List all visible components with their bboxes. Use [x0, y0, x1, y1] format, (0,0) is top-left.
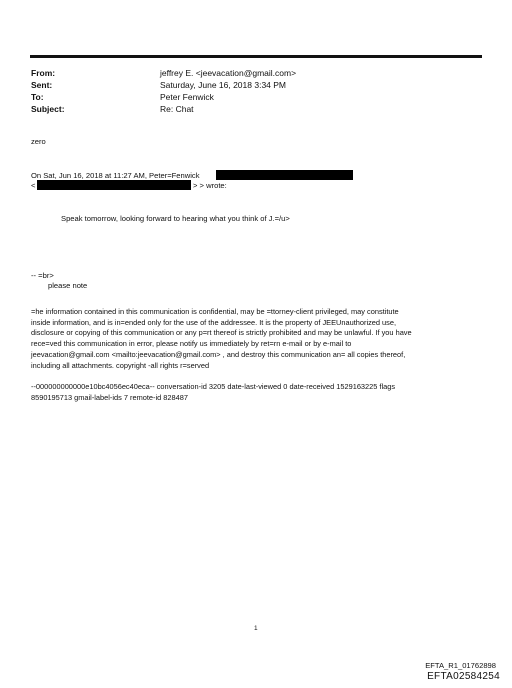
- sent-label: Sent:: [31, 80, 53, 90]
- bates-stamp-primary: EFTA_R1_01762898: [425, 661, 496, 670]
- header-rule: [30, 55, 482, 58]
- page-number: 1: [254, 625, 258, 632]
- from-value: jeffrey E. <jeevacation@gmail.com>: [160, 68, 297, 78]
- disclaimer-line: rece=ved this communication in error, please notify us immediately by ret=rn e-mail or by e-mail to: [31, 339, 352, 349]
- disclaimer-paragraph: [31, 307, 483, 371]
- redaction-block: [216, 170, 353, 180]
- disclaimer-line: inside information, and is in=ended only for the use of the addressee. It is the property of JEEUnauthorized use,: [31, 317, 397, 327]
- to-label: To:: [31, 92, 44, 102]
- quoted-message: Speak tomorrow, looking forward to hearing what you think of J.=/u>: [61, 214, 290, 223]
- metadata-paragraph: [31, 382, 483, 403]
- signature-line-2: please note: [48, 281, 88, 290]
- sent-value: Saturday, June 16, 2018 3:34 PM: [160, 80, 287, 90]
- signature-line-1: -- =br>: [31, 271, 54, 280]
- to-value: Peter Fenwick: [160, 92, 214, 102]
- redaction-block: [37, 180, 191, 190]
- reply-text: zero: [31, 137, 46, 146]
- quote-line-2-suffix: > > wrote:: [193, 181, 227, 190]
- metadata-line: --000000000000e10bc4056ec40eca-- conversation-id 3205 date-last-viewed 0 date-received 1529163225 flags: [31, 382, 396, 391]
- from-label: From:: [31, 68, 56, 78]
- disclaimer-line: including all attachments. copyright -all rights r=served: [31, 360, 210, 370]
- disclaimer-line: =he information contained in this communication is confidential, may be =ttorney-client privileged, may constitute: [31, 307, 399, 316]
- disclaimer-line: disclosure or copying of this communication or any p=rt thereof is strictly prohibited and may be unlawful. If you have: [31, 328, 412, 338]
- bates-stamp-secondary: EFTA02584254: [427, 671, 500, 682]
- subject-value: Re: Chat: [160, 104, 194, 114]
- disclaimer-line: jeevacation@gmail.com <mailto:jeevacation@gmail.com> , and destroy this communication an= all copies thereof,: [31, 349, 406, 359]
- metadata-line: 8590195713 gmail-label-ids 7 remote-id 828487: [31, 392, 188, 402]
- quote-line-2-prefix: <: [31, 181, 36, 190]
- quote-line-1: On Sat, Jun 16, 2018 at 11:27 AM, Peter=Fenwick: [31, 171, 200, 180]
- subject-label: Subject:: [31, 104, 65, 114]
